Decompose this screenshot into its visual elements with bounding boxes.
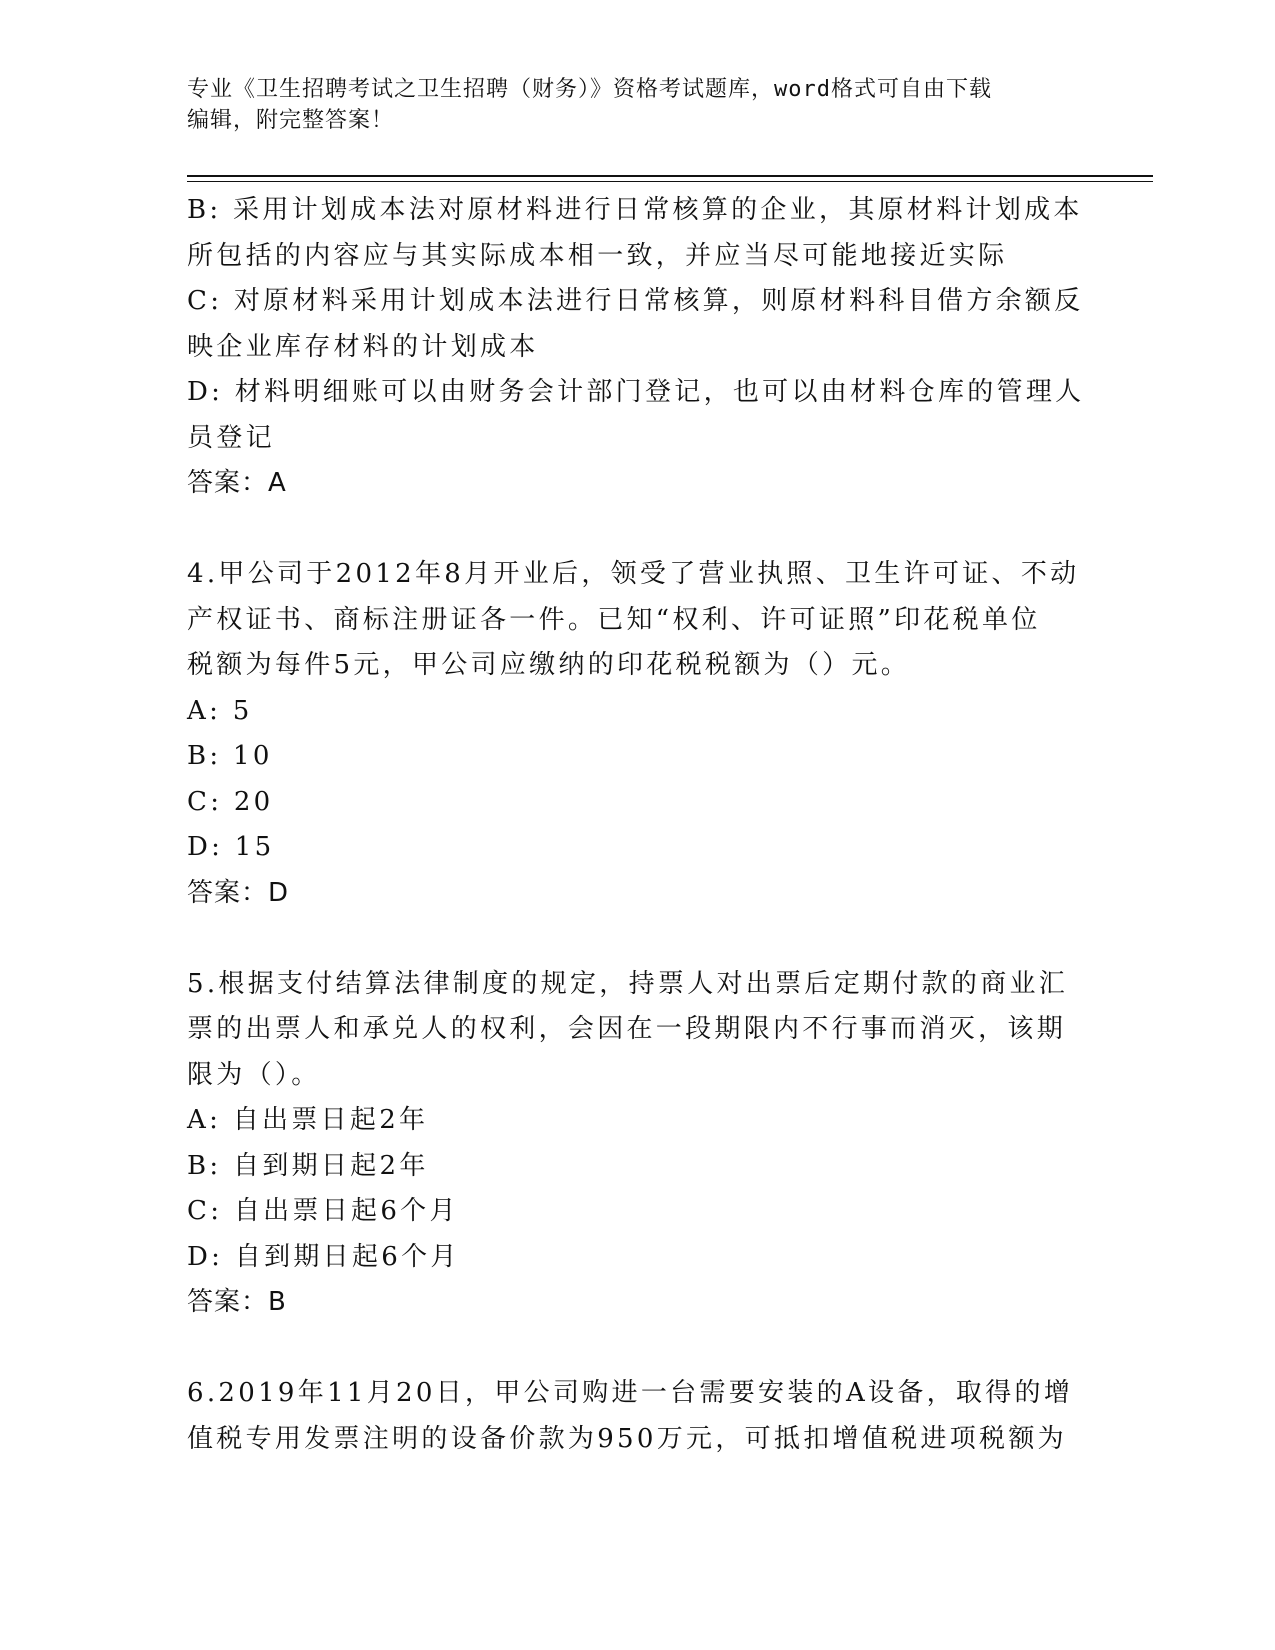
- option-d-line-1: D: 材料明细账可以由财务会计部门登记，也可以由材料仓库的管理人: [187, 377, 1085, 407]
- question-6-stem-line-2: 值税专用发票注明的设备价款为950万元，可抵扣增值税进项税额为: [187, 1423, 1067, 1454]
- spacer: [187, 916, 1087, 962]
- spacer: [187, 1326, 1087, 1372]
- question-6-stem-line-1: 6.2019年11月20日，甲公司购进一台需要安装的A设备，取得的增: [187, 1378, 1074, 1408]
- option-c-line-2: 映企业库存材料的计划成本: [187, 331, 539, 362]
- question-4-option-d: D: 15: [187, 832, 275, 862]
- document-body: [187, 188, 1087, 1462]
- question-5-option-d: D: 自到期日起6个月: [187, 1241, 460, 1272]
- question-4-option-b: B: 10: [187, 741, 273, 771]
- header-divider-thin: [187, 181, 1153, 182]
- option-b-line-2: 所包括的内容应与其实际成本相一致，并应当尽可能地接近实际: [187, 240, 1008, 271]
- question-4-option-c: C: 20: [187, 786, 274, 817]
- answer-5: 答案：B: [187, 1287, 287, 1317]
- header-line-1: 专业《卫生招聘考试之卫生招聘（财务）》资格考试题库，word格式可自由下载: [187, 77, 992, 102]
- question-5-stem-line-2: 票的出票人和承兑人的权利，会因在一段期限内不行事而消灭，该期: [187, 1014, 1067, 1044]
- header-divider-thick: [187, 175, 1153, 177]
- option-b-line-1: B: 采用计划成本法对原材料进行日常核算的企业，其原材料计划成本: [187, 195, 1083, 225]
- question-4-stem-line-1: 4.甲公司于2012年8月开业后，领受了营业执照、卫生许可证、不动: [187, 559, 1080, 589]
- question-5-option-c: C: 自出票日起6个月: [187, 1196, 459, 1226]
- question-5-stem-line-1: 5.根据支付结算法律制度的规定，持票人对出票后定期付款的商业汇: [187, 968, 1069, 999]
- question-6: [187, 1371, 1087, 1462]
- question-5: [187, 962, 1087, 1326]
- question-4-stem-line-2: 产权证书、商标注册证各一件。已知“权利、许可证照”印花税单位: [187, 604, 1041, 635]
- answer-4: 答案：D: [187, 877, 290, 908]
- document-header: [187, 74, 1077, 136]
- question-4-stem-line-3: 税额为每件5元，甲公司应缴纳的印花税税额为（）元。: [187, 650, 911, 680]
- question-5-stem-line-3: 限为（）。: [187, 1059, 321, 1090]
- answer-3: 答案：A: [187, 468, 287, 498]
- question-5-option-b: B: 自到期日起2年: [187, 1150, 429, 1181]
- option-d-line-2: 员登记: [187, 422, 275, 453]
- question-5-option-a: A: 自出票日起2年: [187, 1105, 429, 1135]
- question-4: [187, 552, 1087, 916]
- question-3-tail: [187, 188, 1087, 507]
- spacer: [187, 507, 1087, 553]
- option-c-line-1: C: 对原材料采用计划成本法进行日常核算，则原材料科目借方余额反: [187, 286, 1084, 316]
- header-line-2: 编辑，附完整答案！: [187, 108, 395, 133]
- question-4-option-a: A: 5: [187, 695, 253, 726]
